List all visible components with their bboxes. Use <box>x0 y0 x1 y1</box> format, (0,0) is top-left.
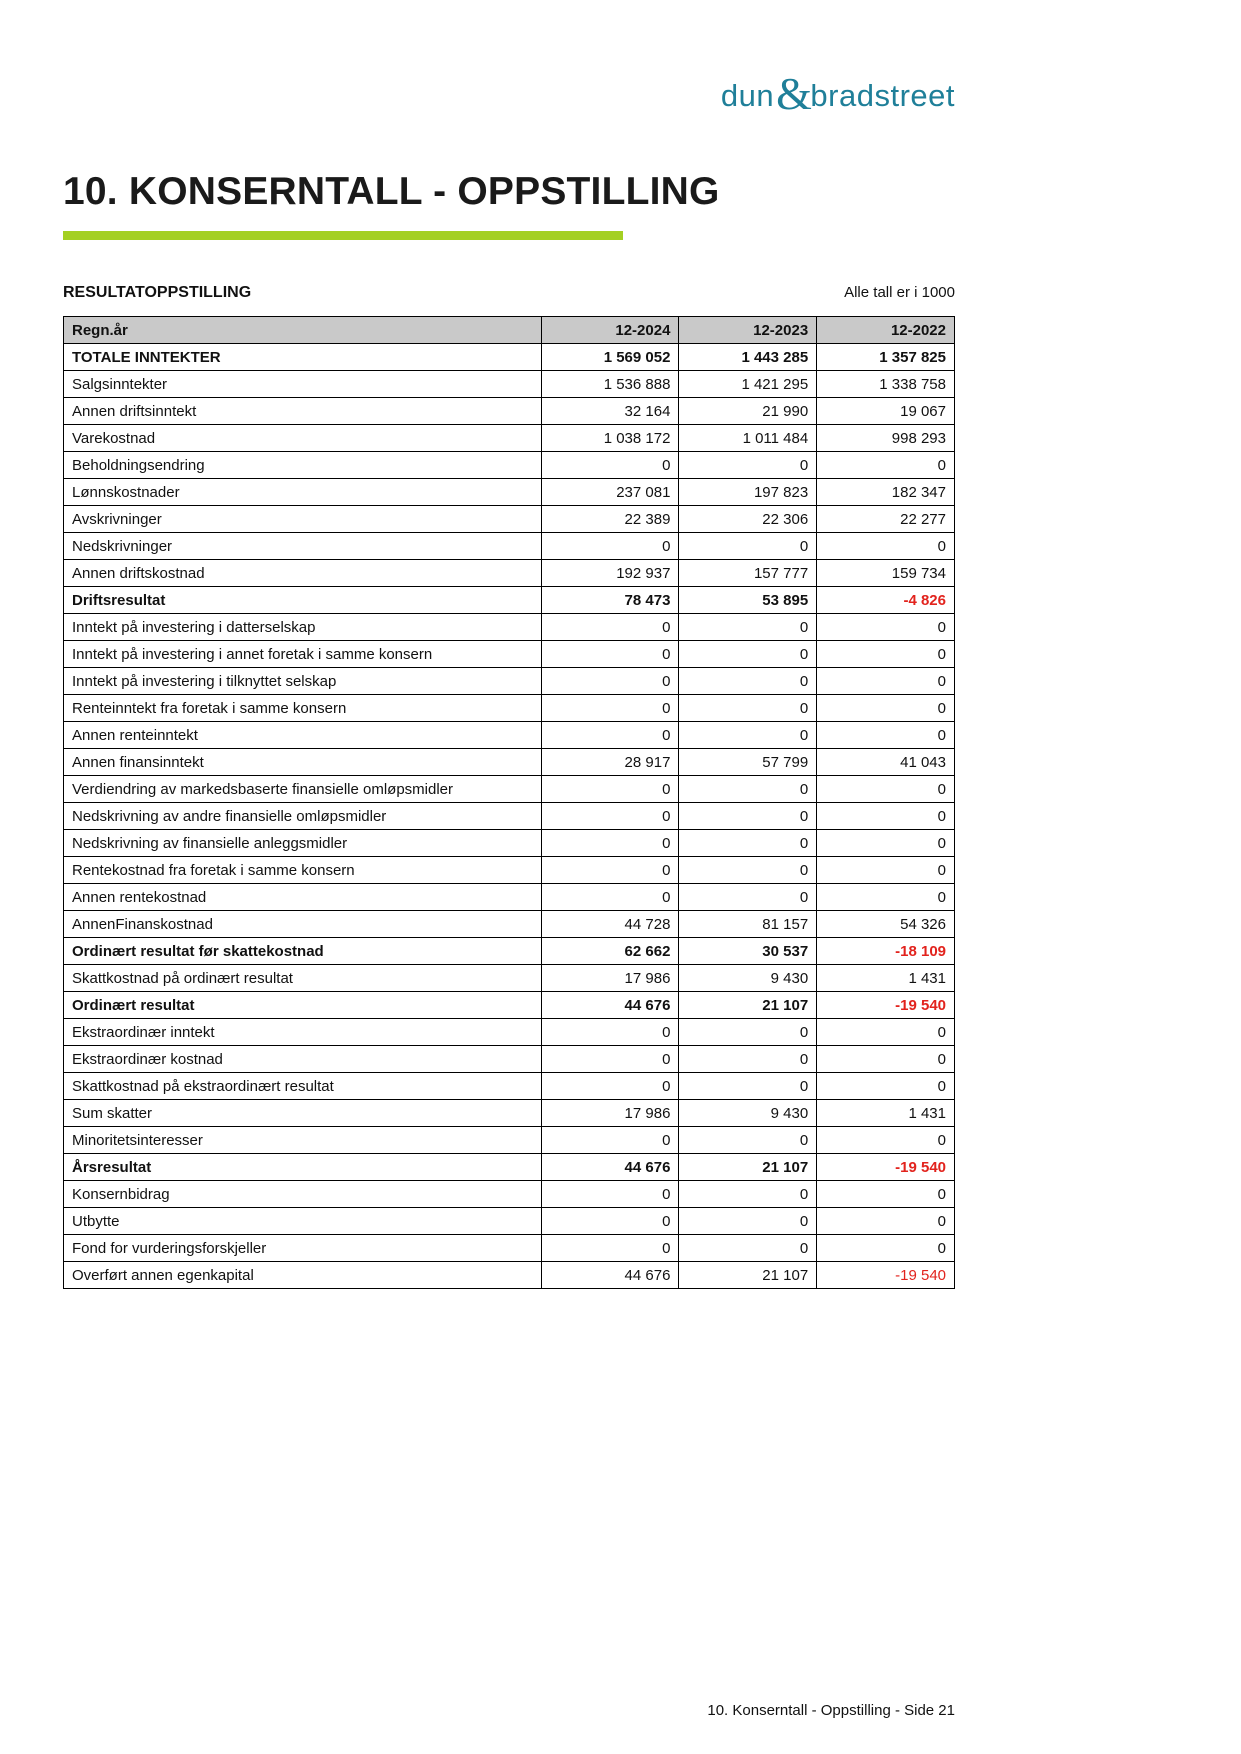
value-cell: 53 895 <box>679 587 817 614</box>
value-cell: 0 <box>679 452 817 479</box>
value-cell: 22 277 <box>817 506 955 533</box>
value-cell: 0 <box>679 776 817 803</box>
value-cell: 0 <box>679 1235 817 1262</box>
value-cell: 22 306 <box>679 506 817 533</box>
value-cell: 1 569 052 <box>541 344 679 371</box>
value-cell: 0 <box>679 1019 817 1046</box>
value-cell: 81 157 <box>679 911 817 938</box>
value-cell: 28 917 <box>541 749 679 776</box>
row-label: Annen driftsinntekt <box>64 398 542 425</box>
value-cell: 0 <box>541 1046 679 1073</box>
value-cell: 0 <box>541 803 679 830</box>
value-cell: 192 937 <box>541 560 679 587</box>
dun-bradstreet-logo <box>720 68 955 119</box>
table-row <box>64 965 955 992</box>
row-label: Inntekt på investering i tilknyttet selskap <box>64 668 542 695</box>
value-cell: 0 <box>817 1046 955 1073</box>
value-cell: 22 389 <box>541 506 679 533</box>
value-cell: 0 <box>541 884 679 911</box>
value-cell: 0 <box>817 641 955 668</box>
row-label: Salgsinntekter <box>64 371 542 398</box>
row-label: Konsernbidrag <box>64 1181 542 1208</box>
table-body <box>64 344 955 1289</box>
row-label: Driftsresultat <box>64 587 542 614</box>
table-row <box>64 560 955 587</box>
table-row <box>64 1127 955 1154</box>
table-row <box>64 1181 955 1208</box>
value-cell: 21 107 <box>679 1154 817 1181</box>
row-label: Varekostnad <box>64 425 542 452</box>
value-cell: 44 676 <box>541 1262 679 1289</box>
row-label: Minoritetsinteresser <box>64 1127 542 1154</box>
value-cell: 0 <box>817 695 955 722</box>
value-cell: 0 <box>679 614 817 641</box>
value-cell: -19 540 <box>817 1154 955 1181</box>
value-cell: 21 990 <box>679 398 817 425</box>
value-cell: 78 473 <box>541 587 679 614</box>
table-row <box>64 371 955 398</box>
value-cell: 0 <box>817 1208 955 1235</box>
column-header: Regn.år <box>64 317 542 344</box>
row-label: Overført annen egenkapital <box>64 1262 542 1289</box>
logo-text-bradstreet: bradstreet <box>810 78 955 113</box>
value-cell: 998 293 <box>817 425 955 452</box>
row-label: Sum skatter <box>64 1100 542 1127</box>
row-label: Renteinntekt fra foretak i samme konsern <box>64 695 542 722</box>
value-cell: 1 421 295 <box>679 371 817 398</box>
value-cell: 0 <box>541 533 679 560</box>
row-label: Annen renteinntekt <box>64 722 542 749</box>
value-cell: 237 081 <box>541 479 679 506</box>
row-label: TOTALE INNTEKTER <box>64 344 542 371</box>
table-row <box>64 803 955 830</box>
row-label: Ordinært resultat <box>64 992 542 1019</box>
table-header-row <box>64 317 955 344</box>
row-label: Nedskrivninger <box>64 533 542 560</box>
value-cell: 1 357 825 <box>817 344 955 371</box>
table-row <box>64 1235 955 1262</box>
value-cell: 21 107 <box>679 992 817 1019</box>
value-cell: 1 038 172 <box>541 425 679 452</box>
table-row <box>64 857 955 884</box>
row-label: Nedskrivning av finansielle anleggsmidler <box>64 830 542 857</box>
value-cell: 1 536 888 <box>541 371 679 398</box>
row-label: AnnenFinanskostnad <box>64 911 542 938</box>
value-cell: 0 <box>817 1019 955 1046</box>
value-cell: 0 <box>679 668 817 695</box>
value-cell: 44 676 <box>541 1154 679 1181</box>
value-cell: 0 <box>679 722 817 749</box>
value-cell: 0 <box>817 776 955 803</box>
value-cell: -19 540 <box>817 992 955 1019</box>
value-cell: 0 <box>817 1127 955 1154</box>
value-cell: 159 734 <box>817 560 955 587</box>
value-cell: 0 <box>679 830 817 857</box>
table-row <box>64 452 955 479</box>
table-row <box>64 614 955 641</box>
table-row <box>64 587 955 614</box>
value-cell: 0 <box>679 641 817 668</box>
value-cell: 0 <box>817 1235 955 1262</box>
value-cell: -4 826 <box>817 587 955 614</box>
row-label: Ekstraordinær inntekt <box>64 1019 542 1046</box>
value-cell: 57 799 <box>679 749 817 776</box>
value-cell: 182 347 <box>817 479 955 506</box>
value-cell: 0 <box>679 1073 817 1100</box>
results-table <box>63 316 955 1289</box>
value-cell: 0 <box>817 452 955 479</box>
value-cell: 0 <box>541 857 679 884</box>
table-row <box>64 776 955 803</box>
table-row <box>64 992 955 1019</box>
value-cell: 44 676 <box>541 992 679 1019</box>
row-label: Lønnskostnader <box>64 479 542 506</box>
value-cell: 21 107 <box>679 1262 817 1289</box>
value-cell: 0 <box>679 884 817 911</box>
title-accent-bar <box>63 231 623 240</box>
value-cell: 41 043 <box>817 749 955 776</box>
table-row <box>64 668 955 695</box>
row-label: Avskrivninger <box>64 506 542 533</box>
value-cell: 1 011 484 <box>679 425 817 452</box>
table-row <box>64 1262 955 1289</box>
value-cell: 0 <box>817 884 955 911</box>
table-row <box>64 398 955 425</box>
value-cell: 0 <box>541 1073 679 1100</box>
value-cell: 157 777 <box>679 560 817 587</box>
row-label: Fond for vurderingsforskjeller <box>64 1235 542 1262</box>
page-footer: 10. Konserntall - Oppstilling - Side 21 <box>707 1702 955 1719</box>
value-cell: 1 431 <box>817 1100 955 1127</box>
units-note: Alle tall er i 1000 <box>844 284 955 301</box>
value-cell: 0 <box>679 857 817 884</box>
value-cell: -19 540 <box>817 1262 955 1289</box>
table-row <box>64 506 955 533</box>
table-row <box>64 641 955 668</box>
value-cell: 9 430 <box>679 965 817 992</box>
value-cell: 44 728 <box>541 911 679 938</box>
value-cell: 0 <box>541 668 679 695</box>
table-row <box>64 938 955 965</box>
value-cell: 0 <box>541 722 679 749</box>
value-cell: 0 <box>817 857 955 884</box>
row-label: Inntekt på investering i datterselskap <box>64 614 542 641</box>
value-cell: 0 <box>817 533 955 560</box>
value-cell: 54 326 <box>817 911 955 938</box>
row-label: Verdiendring av markedsbaserte finansielle omløpsmidler <box>64 776 542 803</box>
column-header: 12-2024 <box>541 317 679 344</box>
value-cell: 19 067 <box>817 398 955 425</box>
row-label: Inntekt på investering i annet foretak i samme konsern <box>64 641 542 668</box>
row-label: Ordinært resultat før skattekostnad <box>64 938 542 965</box>
value-cell: 0 <box>817 803 955 830</box>
table-row <box>64 1208 955 1235</box>
value-cell: 17 986 <box>541 1100 679 1127</box>
table-row <box>64 1073 955 1100</box>
table-row <box>64 884 955 911</box>
value-cell: 0 <box>541 452 679 479</box>
value-cell: 0 <box>679 695 817 722</box>
value-cell: 0 <box>679 1046 817 1073</box>
value-cell: 0 <box>679 1181 817 1208</box>
value-cell: 0 <box>817 668 955 695</box>
value-cell: 62 662 <box>541 938 679 965</box>
value-cell: 0 <box>679 1208 817 1235</box>
section-heading: RESULTATOPPSTILLING <box>63 284 252 301</box>
table-row <box>64 830 955 857</box>
value-cell: 0 <box>541 830 679 857</box>
value-cell: 1 338 758 <box>817 371 955 398</box>
row-label: Skattkostnad på ekstraordinært resultat <box>64 1073 542 1100</box>
table-row <box>64 1019 955 1046</box>
table-row <box>64 722 955 749</box>
section-header-row <box>63 284 955 302</box>
value-cell: 0 <box>817 830 955 857</box>
table-row <box>64 695 955 722</box>
row-label: Ekstraordinær kostnad <box>64 1046 542 1073</box>
table-row <box>64 533 955 560</box>
value-cell: 0 <box>541 695 679 722</box>
value-cell: 0 <box>679 1127 817 1154</box>
table-row <box>64 911 955 938</box>
value-cell: 197 823 <box>679 479 817 506</box>
value-cell: 0 <box>541 1208 679 1235</box>
row-label: Årsresultat <box>64 1154 542 1181</box>
page-title: 10. KONSERNTALL - OPPSTILLING <box>63 170 720 213</box>
value-cell: 0 <box>679 803 817 830</box>
logo-text-dun: dun <box>720 78 775 113</box>
value-cell: 0 <box>541 1019 679 1046</box>
column-header: 12-2022 <box>817 317 955 344</box>
value-cell: 30 537 <box>679 938 817 965</box>
ampersand-icon: & <box>776 68 813 119</box>
row-label: Utbytte <box>64 1208 542 1235</box>
value-cell: 0 <box>541 776 679 803</box>
table-row <box>64 344 955 371</box>
column-header: 12-2023 <box>679 317 817 344</box>
value-cell: 0 <box>817 1181 955 1208</box>
value-cell: 0 <box>541 1127 679 1154</box>
value-cell: -18 109 <box>817 938 955 965</box>
table-row <box>64 749 955 776</box>
value-cell: 0 <box>541 614 679 641</box>
row-label: Annen driftskostnad <box>64 560 542 587</box>
table-row <box>64 1154 955 1181</box>
value-cell: 0 <box>679 533 817 560</box>
value-cell: 1 443 285 <box>679 344 817 371</box>
row-label: Nedskrivning av andre finansielle omløpsmidler <box>64 803 542 830</box>
value-cell: 0 <box>817 722 955 749</box>
table-row <box>64 425 955 452</box>
row-label: Skattkostnad på ordinært resultat <box>64 965 542 992</box>
table-row <box>64 1046 955 1073</box>
value-cell: 17 986 <box>541 965 679 992</box>
row-label: Annen rentekostnad <box>64 884 542 911</box>
table-row <box>64 1100 955 1127</box>
value-cell: 0 <box>817 614 955 641</box>
value-cell: 1 431 <box>817 965 955 992</box>
row-label: Rentekostnad fra foretak i samme konsern <box>64 857 542 884</box>
value-cell: 0 <box>541 1181 679 1208</box>
row-label: Annen finansinntekt <box>64 749 542 776</box>
value-cell: 32 164 <box>541 398 679 425</box>
value-cell: 0 <box>817 1073 955 1100</box>
table-row <box>64 479 955 506</box>
value-cell: 0 <box>541 641 679 668</box>
value-cell: 0 <box>541 1235 679 1262</box>
row-label: Beholdningsendring <box>64 452 542 479</box>
value-cell: 9 430 <box>679 1100 817 1127</box>
